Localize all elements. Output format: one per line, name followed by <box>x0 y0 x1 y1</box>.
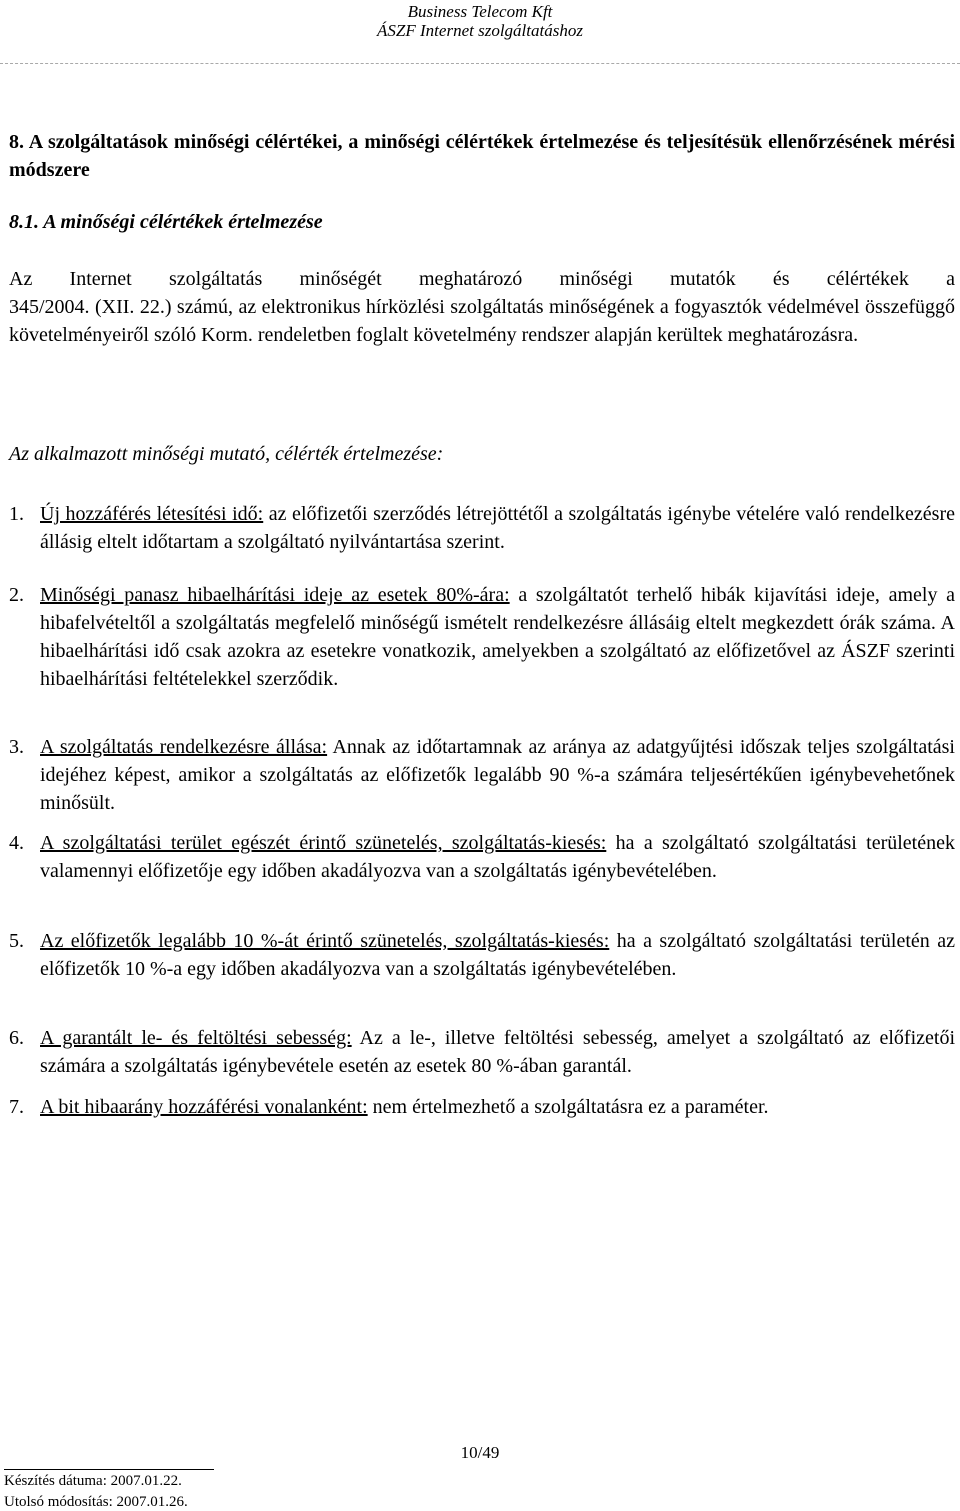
footer-divider <box>4 1469 214 1470</box>
item-term: A szolgáltatás rendelkezésre állása: <box>40 736 328 758</box>
page-number: 10/49 <box>460 1443 500 1462</box>
list-item <box>9 733 955 817</box>
item-term: Minőségi panasz hibaelhárítási ideje az esetek 80%-ára: <box>40 584 510 606</box>
item-number: 6. <box>9 1027 24 1049</box>
item-term: A bit hibaarány hozzáférési vonalanként: <box>40 1096 368 1118</box>
item-term: A szolgáltatási terület egészét érintő szünetelés, szolgáltatás-kiesés: <box>40 832 607 854</box>
item-text: Az a le-, illetve feltöltési sebesség, amelyet a szolgáltató az előfizetői számára a szolgáltatás igénybevétele esetén az esetek 80 %-ában garantál. <box>40 1027 955 1077</box>
intro-rest: 345/2004. (XII. 22.) számú, az elektronikus hírközlési szolgáltatás minőségének a fogyasztók védelmével összefüggő követelményeiről szóló Korm. rendeletben foglalt követelmény rendszer alapján kerültek meghatározásra. <box>9 296 955 346</box>
item-term: A garantált le- és feltöltési sebesség: <box>40 1027 352 1049</box>
item-number: 5. <box>9 930 24 952</box>
header-company: Business Telecom Kft <box>407 2 553 21</box>
item-text: az előfizetői szerződés létrejöttétől a szolgáltatás igénybe vételére való rendelkezésre állásig eltelt időtartam a szolgáltató nyilvántartása szerint. <box>40 503 955 553</box>
footer-modified-date: Utolsó módosítás: 2007.01.26. <box>4 1494 188 1510</box>
footer-created-date: Készítés dátuma: 2007.01.22. <box>4 1473 182 1489</box>
intro-paragraph <box>9 265 955 349</box>
item-term: Az előfizetők legalább 10 %-át érintő szünetelés, szolgáltatás-kiesés: <box>40 930 610 952</box>
item-number: 1. <box>9 503 24 525</box>
item-number: 7. <box>9 1096 24 1118</box>
list-item <box>9 581 955 693</box>
header-divider <box>0 63 960 64</box>
header-document-title: ÁSZF Internet szolgáltatáshoz <box>377 21 583 40</box>
definitions-heading: Az alkalmazott minőségi mutató, célérték értelmezése: <box>9 443 444 465</box>
list-item <box>9 1024 955 1080</box>
item-text: Annak az időtartamnak az aránya az adatgyűjtési időszak teljes szolgáltatási idejéhez képest, amikor a szolgáltatás az előfizetők legalább 90 %-a számára teljesértékűen igénybevehetőnek minősült. <box>40 736 955 814</box>
subsection-title: 8.1. A minőségi célértékek értelmezése <box>9 211 323 233</box>
intro-line-1: Az Internet szolgáltatás minőségét meghatározó minőségi mutatók és célértékek a <box>9 268 955 290</box>
section-title: 8. A szolgáltatások minőségi célértékei, a minőségi célértékek értelmezése és teljesítésük ellenőrzésének mérési módszere <box>9 131 955 181</box>
list-item <box>9 500 955 556</box>
item-term: Új hozzáférés létesítési idő: <box>40 503 264 525</box>
item-number: 2. <box>9 584 24 606</box>
list-item <box>9 829 955 885</box>
item-number: 4. <box>9 832 24 854</box>
item-text: ha a szolgáltató szolgáltatási területén az előfizetők 10 %-a egy időben akadályozva van a szolgáltatás igénybevételében. <box>40 930 956 980</box>
item-text: ha a szolgáltató szolgáltatási területének valamennyi előfizetője egy időben akadályozva van a szolgáltatás igénybevételében. <box>40 832 955 882</box>
list-item <box>9 927 955 983</box>
item-text: a szolgáltatót terhelő hibák kijavítási ideje, amely a hibafelvételtől a szolgáltatás megfelelő minőségű ismételt rendelkezésre állásáig eltelt megkezdett órák száma. A hibaelhárítási idő csak azokra az esetekre vonatkozik, amelyekben a szolgáltató az előfizetővel az ÁSZF szerinti hibaelhárítási feltételekkel szerződik. <box>40 584 956 690</box>
item-text: nem értelmezhető a szolgáltatásra ez a paraméter. <box>367 1096 769 1118</box>
item-number: 3. <box>9 736 24 758</box>
list-item <box>9 1093 955 1121</box>
